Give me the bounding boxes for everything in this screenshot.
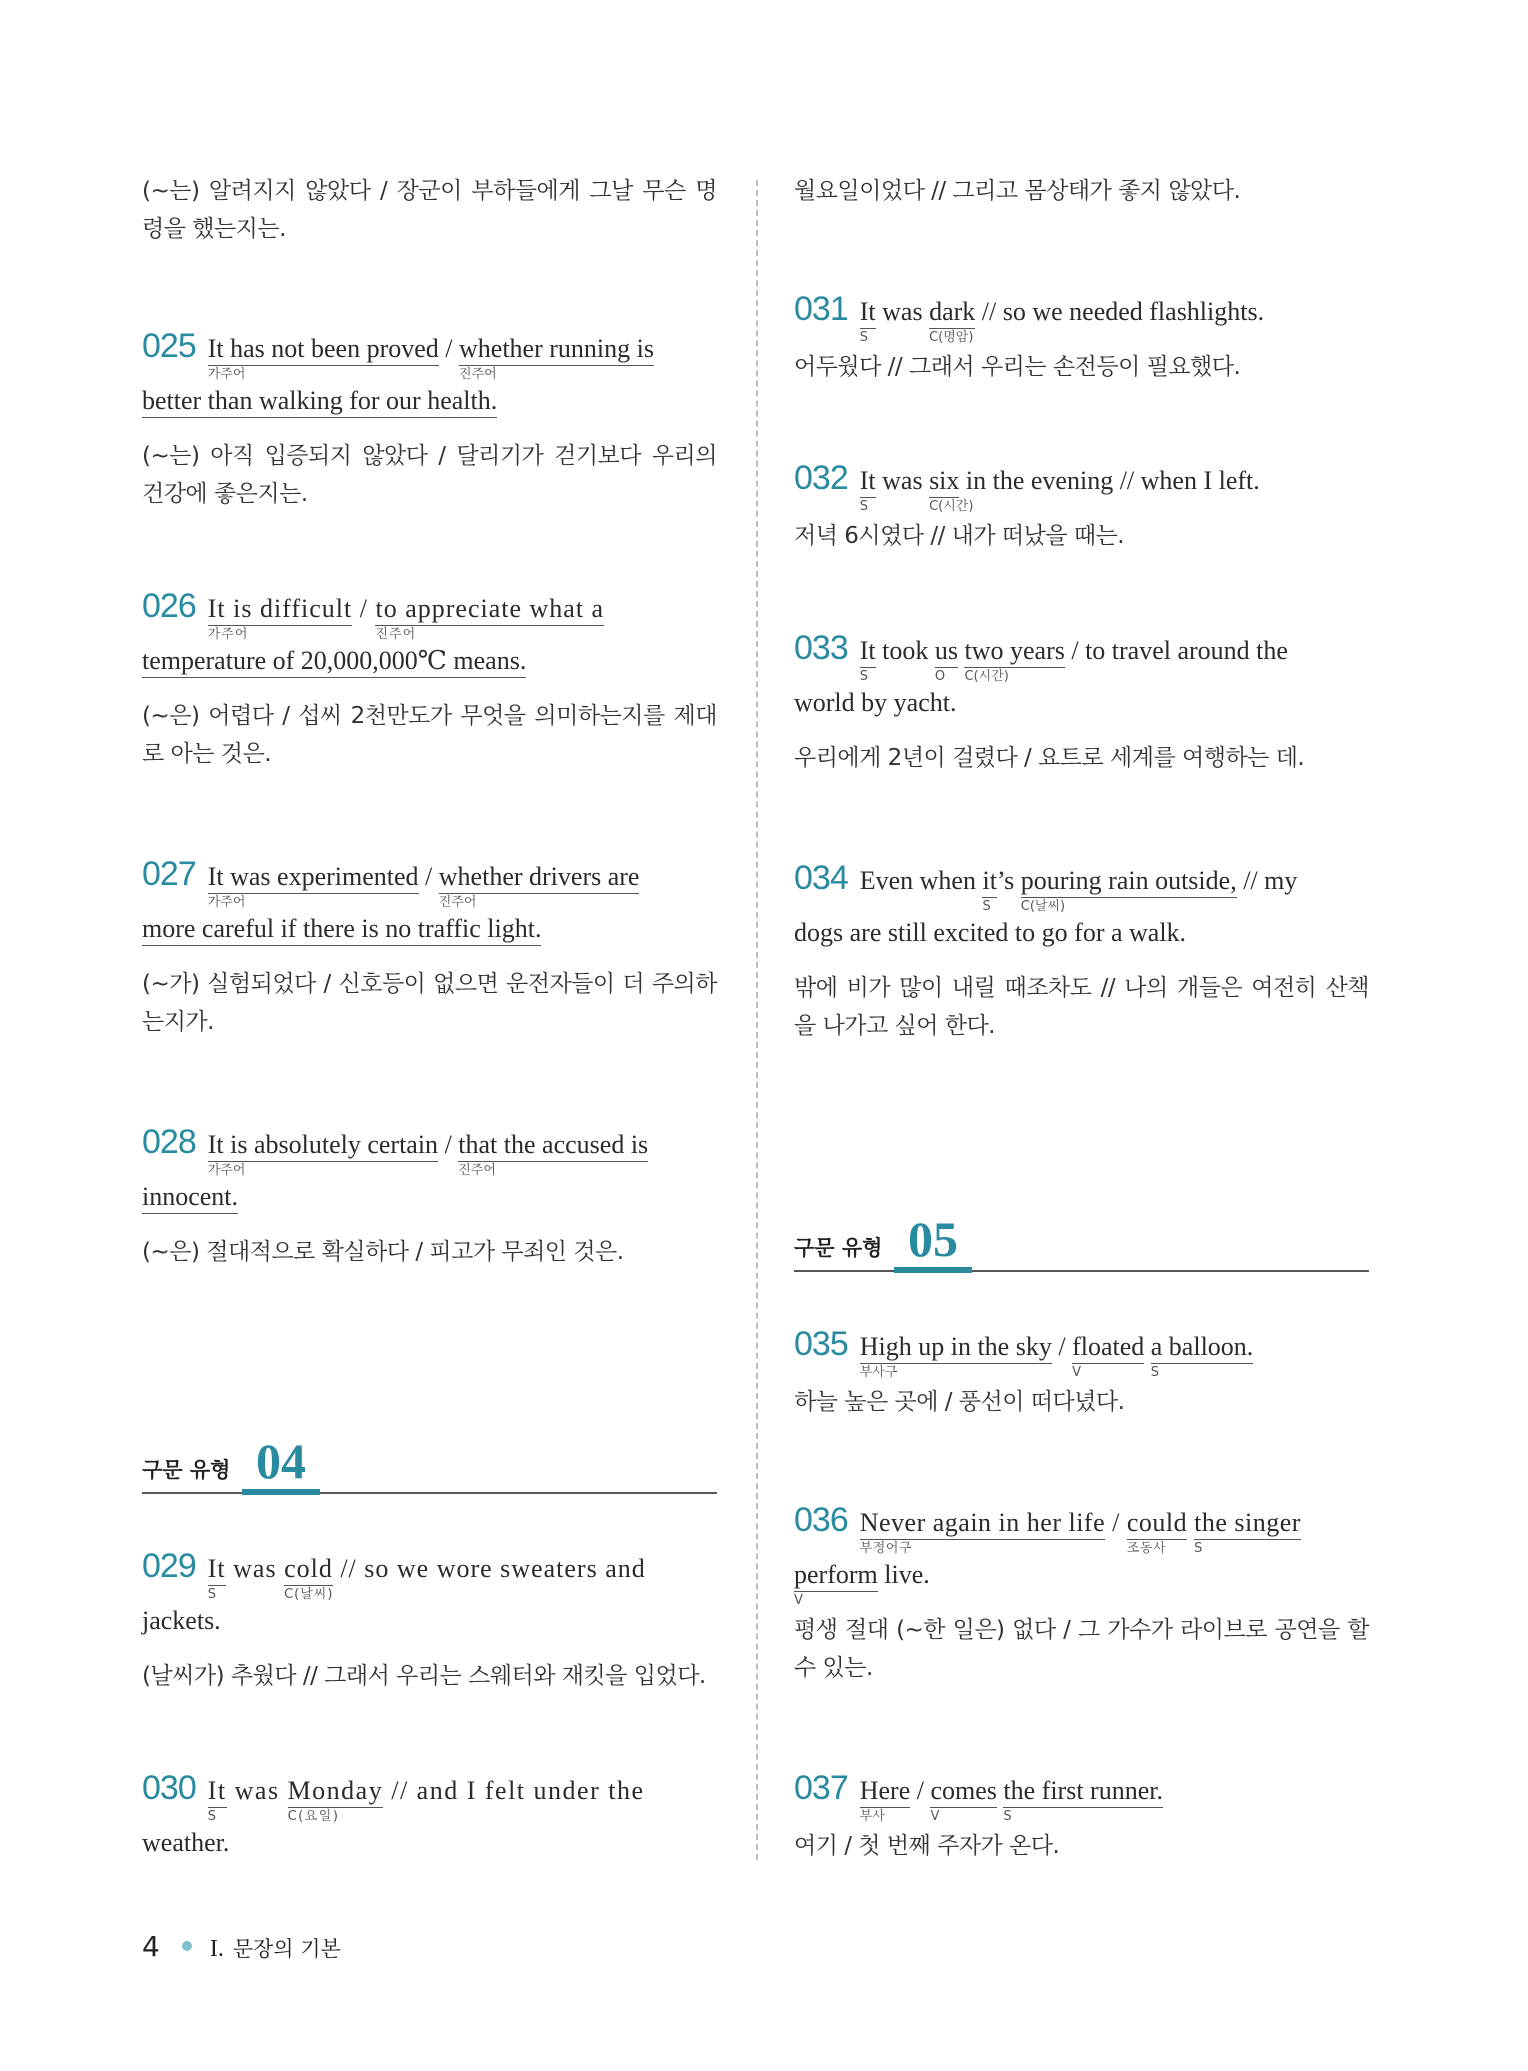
- underlined-phrase: that the accused is 진주어: [458, 1130, 649, 1178]
- korean-translation: (~가) 실험되었다 / 신호등이 없으면 운전자들이 더 주의하는지가.: [142, 971, 717, 1035]
- underlined-phrase: It was experimented 가주어: [207, 862, 419, 910]
- grammar-tag: 부정어구: [859, 1541, 912, 1556]
- grammar-tag: C(요일): [287, 1809, 340, 1824]
- item-number: 033: [794, 629, 848, 667]
- grammar-tag: 부사구: [859, 1365, 898, 1380]
- grammar-tag: S: [1003, 1809, 1012, 1824]
- underlined-phrase: It is difficult 가주어: [207, 594, 353, 642]
- english-sentence: 033 It S took us O two years C(시간) / to travel around the world by yacht.: [794, 629, 1288, 717]
- english-sentence: 030 It S was Monday C(요일) // and I felt under the weather.: [142, 1769, 645, 1857]
- subject: It S: [207, 1776, 227, 1824]
- complement: Monday C(요일): [287, 1776, 384, 1824]
- grammar-tag: 부사: [859, 1809, 885, 1824]
- grammar-tag: C(시간): [964, 669, 1009, 684]
- underlined-phrase: innocent.: [142, 1182, 238, 1214]
- underlined-phrase: temperature of 20,000,000℃ means.: [142, 646, 526, 678]
- column-divider: [756, 180, 758, 1860]
- item-029: [142, 1540, 717, 1695]
- english-sentence: 026 It is difficult 가주어 / to appreciate what a 진주어 temperature of 20,000,000℃ means.: [142, 580, 717, 687]
- english-sentence: 034 Even when it S ’s pouring rain outside, C(날씨) // my dogs are still excited to go for a walk.: [794, 859, 1298, 947]
- english-sentence: 037 Here 부사 / comes V the first runner. S: [794, 1769, 1163, 1824]
- grammar-tag: V: [794, 1593, 803, 1608]
- korean-translation: 평생 절대 (~한 일은) 없다 / 그 가수가 라이브로 공연을 할 수 있는.: [794, 1617, 1369, 1681]
- chapter-roman: I.: [209, 1936, 224, 1962]
- adverb: Here 부사: [859, 1776, 911, 1824]
- grammar-tag: S: [1194, 1541, 1203, 1556]
- korean-translation: 밖에 비가 많이 내릴 때조차도 // 나의 개들은 여전히 산책을 나가고 싶어 한다.: [794, 975, 1369, 1039]
- underlined-phrase: to appreciate what a 진주어: [375, 594, 605, 642]
- grammar-tag: S: [859, 499, 868, 514]
- subject: It S: [207, 1554, 226, 1602]
- bullet-dot-icon: [182, 1941, 192, 1951]
- grammar-tag: O: [934, 669, 946, 684]
- grammar-tag: 진주어: [438, 895, 477, 910]
- item-036: [794, 1494, 1369, 1687]
- grammar-tag: 진주어: [458, 1163, 496, 1178]
- item-number: 026: [142, 587, 196, 625]
- item-number: 027: [142, 855, 196, 893]
- grammar-tag: V: [1072, 1365, 1081, 1380]
- item-025: [142, 320, 717, 513]
- korean-translation: 어두웠다 // 그래서 우리는 손전등이 필요했다.: [794, 354, 1241, 380]
- grammar-tag: S: [859, 330, 868, 345]
- underlined-phrase: whether drivers are 진주어: [438, 862, 640, 910]
- item-number: 035: [794, 1325, 848, 1363]
- item-028: [142, 1116, 717, 1271]
- grammar-tag: S: [207, 1587, 217, 1602]
- grammar-tag: S: [859, 669, 868, 684]
- subject: It S: [859, 466, 876, 514]
- chapter-title: 문장의 기본: [232, 1937, 341, 1961]
- english-sentence: 025 It has not been proved 가주어 / whether running is 진주어 better than walking for our health.: [142, 320, 717, 427]
- grammar-tag: 가주어: [207, 367, 246, 382]
- section-header-04: [142, 1432, 717, 1494]
- underlined-phrase: It has not been proved 가주어: [207, 334, 439, 382]
- item-027: [142, 848, 717, 1041]
- english-sentence: 032 It S was six C(시간) in the evening // when I left.: [794, 459, 1260, 514]
- subject: the singer S: [1194, 1508, 1301, 1556]
- object: us O: [934, 636, 958, 684]
- subject: It S: [859, 297, 876, 345]
- item-number: 028: [142, 1123, 196, 1161]
- grammar-tag: 가주어: [207, 1163, 246, 1178]
- item-033: [794, 622, 1369, 777]
- english-sentence: 035 High up in the sky 부사구 / floated V a balloon. S: [794, 1325, 1254, 1380]
- item-032: [794, 452, 1369, 555]
- subject: the first runner. S: [1003, 1776, 1163, 1824]
- korean-translation: (~는) 아직 입증되지 않았다 / 달리기가 걷기보다 우리의 건강에 좋은지는.: [142, 443, 717, 507]
- verb: perform V: [794, 1560, 878, 1608]
- item-number: 031: [794, 290, 848, 328]
- complement: pouring rain outside, C(날씨): [1020, 866, 1237, 914]
- underlined-phrase: whether running is 진주어: [459, 334, 654, 382]
- grammar-tag: C(날씨): [1020, 899, 1066, 914]
- section-label: 구문 유형: [142, 1458, 231, 1482]
- english-sentence: 036 Never again in her life 부정어구 / could 조동사 the singer S perform V live.: [794, 1501, 1301, 1608]
- item-030: [142, 1762, 717, 1869]
- item-026: [142, 580, 717, 773]
- korean-translation: (~은) 어렵다 / 섭씨 2천만도가 무엇을 의미하는지를 제대로 아는 것은.: [142, 703, 717, 767]
- subject: a balloon. S: [1150, 1332, 1254, 1380]
- underlined-phrase: It is absolutely certain 가주어: [207, 1130, 439, 1178]
- grammar-tag: 조동사: [1126, 1541, 1167, 1556]
- item-number: 029: [142, 1547, 196, 1585]
- grammar-tag: 진주어: [375, 627, 417, 642]
- complement: dark C(명암): [929, 297, 976, 345]
- underlined-phrase: better than walking for our health.: [142, 386, 497, 418]
- continued-translation: 월요일이었다 // 그리고 몸상태가 좋지 않았다.: [794, 178, 1241, 204]
- section-label: 구문 유형: [794, 1236, 883, 1260]
- grammar-tag: C(시간): [929, 499, 974, 514]
- negative-phrase: Never again in her life 부정어구: [859, 1508, 1106, 1556]
- grammar-tag: 가주어: [207, 895, 246, 910]
- page-footer: [142, 1930, 341, 1963]
- item-037: [794, 1762, 1369, 1865]
- item-034: [794, 852, 1369, 1045]
- english-sentence: 031 It S was dark C(명암) // so we needed flashlights.: [794, 290, 1265, 345]
- subject: It S: [859, 636, 876, 684]
- grammar-tag: V: [930, 1809, 940, 1824]
- grammar-tag: S: [982, 899, 991, 914]
- english-sentence: 027 It was experimented 가주어 / whether drivers are 진주어 more careful if there is no traffic light.: [142, 848, 717, 955]
- subject: it S: [982, 866, 997, 914]
- grammar-tag: S: [207, 1809, 218, 1824]
- section-number: 05: [894, 1211, 972, 1273]
- english-sentence: 028 It is absolutely certain 가주어 / that the accused is 진주어 innocent.: [142, 1116, 717, 1223]
- adverb-phrase: High up in the sky 부사구: [859, 1332, 1052, 1380]
- grammar-tag: 가주어: [207, 627, 249, 642]
- korean-translation: 우리에게 2년이 걸렸다 / 요트로 세계를 여행하는 데.: [794, 745, 1305, 771]
- complement: six C(시간): [929, 466, 974, 514]
- item-number: 034: [794, 859, 848, 897]
- item-number: 030: [142, 1769, 196, 1807]
- section-number: 04: [242, 1433, 320, 1495]
- grammar-tag: C(날씨): [284, 1587, 334, 1602]
- item-035: [794, 1318, 1369, 1421]
- korean-translation: 여기 / 첫 번째 주자가 온다.: [794, 1833, 1060, 1859]
- auxiliary-verb: could 조동사: [1126, 1508, 1188, 1556]
- grammar-tag: C(명암): [929, 330, 974, 345]
- item-number: 032: [794, 459, 848, 497]
- verb: floated V: [1072, 1332, 1145, 1380]
- continued-translation: (~는) 알려지지 않았다 / 장군이 부하들에게 그날 무슨 명령을 했는지는.: [142, 178, 717, 242]
- english-sentence: 029 It S was cold C(날씨) // so we wore sweaters and jackets.: [142, 1547, 646, 1635]
- section-header-05: [794, 1210, 1369, 1272]
- complement: cold C(날씨): [284, 1554, 334, 1602]
- item-031: [794, 283, 1369, 386]
- korean-translation: (~은) 절대적으로 확실하다 / 피고가 무죄인 것은.: [142, 1239, 624, 1265]
- item-number: 036: [794, 1501, 848, 1539]
- verb: comes V: [930, 1776, 997, 1824]
- underlined-phrase: more careful if there is no traffic light.: [142, 914, 541, 946]
- korean-translation: (날씨가) 추웠다 // 그래서 우리는 스웨터와 재킷을 입었다.: [142, 1663, 706, 1689]
- item-number: 037: [794, 1769, 848, 1807]
- page-number: 4: [142, 1930, 160, 1963]
- grammar-tag: S: [1150, 1365, 1160, 1380]
- grammar-tag: 진주어: [459, 367, 497, 382]
- item-number: 025: [142, 327, 196, 365]
- korean-translation: 저녁 6시였다 // 내가 떠났을 때는.: [794, 523, 1125, 549]
- korean-translation: 하늘 높은 곳에 / 풍선이 떠다녔다.: [794, 1389, 1125, 1415]
- complement: two years C(시간): [964, 636, 1065, 684]
